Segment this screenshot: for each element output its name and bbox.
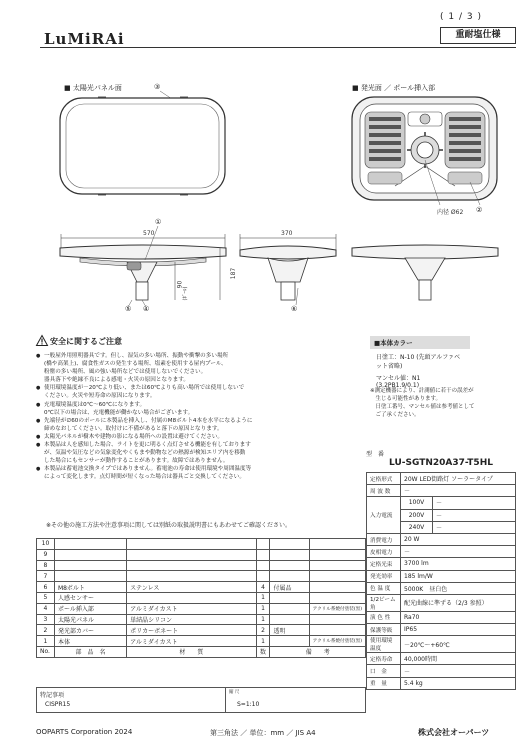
brand-logo: LuMiRAi	[44, 30, 125, 48]
spec-key: 演 色 性	[367, 611, 401, 623]
spec-value: 5.4 kg	[401, 677, 516, 689]
spec-key: 使用環境温度	[367, 636, 401, 653]
spec-value: 185 lm/W	[401, 570, 516, 582]
spec-row	[367, 485, 516, 497]
parts-rem: アクリル系焼付塗装(黒)	[309, 603, 365, 614]
spec-row	[367, 665, 516, 677]
parts-row	[37, 603, 366, 614]
spec-key: 入力電流	[367, 497, 401, 534]
parts-mat: ステンレス	[127, 582, 256, 593]
parts-rem	[309, 549, 365, 560]
spec-key: 口 金	[367, 665, 401, 677]
parts-n2	[270, 603, 309, 614]
spec-row	[367, 497, 516, 509]
color-note: ※测定機器により、計測値に若干の誤差が 生じる可能性があります。 日塗工番号、マンセル値は参考値として ご了承ください。	[370, 388, 475, 418]
spec-key: 発光効率	[367, 570, 401, 582]
solar-panel-caption: ■ 太陽光パネル面	[64, 84, 122, 92]
spec-row	[367, 582, 516, 594]
spec-key: 消費電力	[367, 533, 401, 545]
parts-no: 5	[37, 592, 55, 603]
footer-company-jp: 株式会社オーパーツ	[418, 728, 490, 737]
parts-name	[54, 539, 126, 550]
spec-row	[367, 624, 516, 636]
callout-4-label: ④	[143, 305, 150, 313]
col-no: No.	[37, 646, 55, 657]
spec-key: 皮相電力	[367, 546, 401, 558]
spec-row	[367, 677, 516, 689]
parts-n2	[270, 636, 309, 647]
col-material: 材 質	[127, 646, 256, 657]
safety-item: ● 充電環境温度は0℃～60℃になります。 0℃以下の場合は、充電機能が働かない場合がございます。	[36, 401, 366, 417]
parts-row	[37, 539, 366, 550]
parts-n2	[270, 571, 309, 582]
parts-mat	[127, 560, 256, 571]
safety-list	[36, 352, 366, 482]
parts-rem	[309, 625, 365, 636]
scale-label: 縮 尺	[229, 690, 240, 695]
spec-table	[366, 472, 516, 690]
scale-value: S=1:10	[237, 701, 260, 708]
dim-90-sub: (ﾎﾟｰﾙ)	[182, 286, 189, 301]
spec-badge: 重耐塩仕様	[440, 27, 516, 44]
parts-n2	[270, 592, 309, 603]
spec-voltage: 200V	[401, 509, 433, 521]
parts-name: M8ボルト	[54, 582, 126, 593]
page-number: ( 1 / 3 )	[440, 12, 482, 22]
callout-1-label: ①	[155, 218, 162, 226]
body-color-value: 日塗工：N-10 (先頭アルファベット省略)	[376, 354, 461, 370]
parts-no: 3	[37, 614, 55, 625]
parts-mat: アルミダイカスト	[127, 636, 256, 647]
parts-qty: 1	[256, 592, 270, 603]
parts-n2	[270, 560, 309, 571]
model-label: 型 番	[366, 451, 385, 458]
spec-value: 5000K 昼白色	[401, 582, 516, 594]
parts-row	[37, 614, 366, 625]
parts-rem	[309, 560, 365, 571]
spec-key: 重 量	[367, 677, 401, 689]
parts-mat	[127, 549, 256, 560]
parts-name: 本体	[54, 636, 126, 647]
parts-n2	[270, 549, 309, 560]
spec-key: 定格寿命	[367, 653, 401, 665]
spec-row	[367, 570, 516, 582]
parts-no: 10	[37, 539, 55, 550]
side-elevations	[0, 0, 530, 330]
parts-name: 太陽光パネル	[54, 614, 126, 625]
dim-90: 90	[176, 280, 184, 289]
spec-key: 定格形式	[367, 473, 401, 485]
dim-570: 570	[143, 230, 155, 237]
parts-name: 人感センサー	[54, 592, 126, 603]
parts-row	[37, 625, 366, 636]
spec-current: －	[433, 521, 516, 533]
parts-qty	[256, 539, 270, 550]
parts-qty	[256, 571, 270, 582]
parts-qty: 2	[256, 625, 270, 636]
callout-2-label: ②	[476, 206, 483, 214]
parts-row	[37, 560, 366, 571]
parts-no: 1	[37, 636, 55, 647]
footer-projection: 第三角法 ／ 単位：mm ／ JIS A4	[210, 729, 316, 737]
spec-value: 20 W	[401, 533, 516, 545]
spec-voltage: 100V	[401, 497, 433, 509]
spec-value: 配光曲線に準ずる（2/3 参照）	[401, 594, 516, 611]
parts-qty	[256, 560, 270, 571]
spec-current: －	[433, 509, 516, 521]
parts-rem	[309, 592, 365, 603]
parts-no: 6	[37, 582, 55, 593]
parts-mat	[127, 571, 256, 582]
parts-no: 2	[37, 625, 55, 636]
spec-value: 20W LED街路灯 ソーラータイプ	[401, 473, 516, 485]
spec-row	[367, 636, 516, 653]
spec-row	[367, 611, 516, 623]
safety-item: ● 使用環境温度が－20℃より低い、または60℃よりも高い場所では使用しないで ください。火災や短寿命の原因になります。	[36, 384, 366, 400]
spec-value: －	[401, 485, 516, 497]
parts-table	[36, 538, 366, 658]
parts-rem	[309, 614, 365, 625]
parts-row	[37, 549, 366, 560]
parts-n2: 透明	[270, 625, 309, 636]
spec-value: 40,000時間	[401, 653, 516, 665]
parts-n2: 付属品	[270, 582, 309, 593]
parts-qty: 1	[256, 614, 270, 625]
safety-item: ● 本製品は蓄電池交換タイプではありません。蓄電池の寿命は使用環境や周囲温度等 によって変化します。点灯時間が短くなった場合は器具ごと交換してください。	[36, 465, 366, 481]
parts-name	[54, 549, 126, 560]
parts-n2	[270, 614, 309, 625]
parts-no: 9	[37, 549, 55, 560]
parts-mat: 単結晶シリコン	[127, 614, 256, 625]
spec-row	[367, 546, 516, 558]
parts-name: ポール挿入部	[54, 603, 126, 614]
parts-no: 4	[37, 603, 55, 614]
parts-row	[37, 592, 366, 603]
other-notice: ※その他の施工方法や注意事項に関しては別紙の取扱説明書にもあわせてご確認ください。	[46, 522, 292, 529]
parts-row	[37, 636, 366, 647]
spec-row	[367, 533, 516, 545]
parts-no: 7	[37, 571, 55, 582]
parts-row	[37, 582, 366, 593]
spec-row	[367, 473, 516, 485]
warning-icon	[36, 335, 48, 346]
safety-item: ● 先端径が∅60のポールに本製品を挿入し、付属のM8ボルト4本を水平になるように 締めなおしてください。取付けに不備があると落下の原因となります。	[36, 417, 366, 433]
munsell-value: マンセル値：N1 (3.2PB1.9/0.1)	[376, 375, 421, 389]
light-side-caption: ■ 発光面 ／ ポール挿入部	[352, 84, 436, 92]
spec-key: 1/2ビーム角	[367, 594, 401, 611]
spec-row	[367, 653, 516, 665]
inner-diameter-label: 内径 Ø62	[437, 209, 464, 216]
col-name: 部 品 名	[54, 646, 126, 657]
parts-n2	[270, 539, 309, 550]
parts-name	[54, 560, 126, 571]
dim-370: 370	[281, 230, 293, 237]
spec-row	[367, 594, 516, 611]
parts-row	[37, 571, 366, 582]
safety-title: 安全に関するご注意	[50, 337, 122, 346]
notes-box	[36, 687, 366, 713]
parts-mat	[127, 539, 256, 550]
spec-row	[367, 558, 516, 570]
callout-3-label: ③	[154, 83, 161, 91]
col-qty: 数	[256, 646, 270, 657]
notes-label: 特記事項	[40, 692, 65, 699]
parts-name: 発光部カバー	[54, 625, 126, 636]
parts-rem: アクリル系焼付塗装(黒)	[309, 636, 365, 647]
parts-qty: 1	[256, 603, 270, 614]
parts-rem	[309, 571, 365, 582]
dim-187: 187	[230, 267, 238, 280]
parts-rem	[309, 582, 365, 593]
spec-value: 3700 lm	[401, 558, 516, 570]
parts-header-row	[37, 646, 366, 657]
spec-key: 周 波 数	[367, 485, 401, 497]
body-color-title: ■本体カラー	[370, 336, 470, 349]
model-number: LU-SGTN20A37-T5HL	[389, 458, 493, 468]
spec-value: IP65	[401, 624, 516, 636]
spec-key: 色 温 度	[367, 582, 401, 594]
safety-item: ● 一般屋外用照明器具です。但し、湿気の多い場所、振動や衝撃の多い場所 (橋や高架上)、腐食性ガスの発生する場所、塩素を使用する屋内プール、 粉塵の多い場所、風の強い場所などでは使用しないでください。 器具落下や絶縁不良による感電・火災の原因となります。	[36, 352, 366, 384]
notes-value: CISPR15	[45, 701, 71, 708]
callout-6-label: ⑥	[291, 305, 298, 313]
callout-5-label: ⑤	[125, 305, 132, 313]
parts-name	[54, 571, 126, 582]
body-color-box	[370, 336, 470, 389]
spec-voltage: 240V	[401, 521, 433, 533]
safety-item: ● 本製品は人を感知した場合、ライトを更に明るく点灯させる機能を有しております が、気温や気圧などの気象変化やくもまや動物などの熱源が検知エリア内を移動 した場合にもセンサーが動作することがあります。故障ではありません。	[36, 441, 366, 465]
safety-item: ● 太陽光パネルが樹木や建物の影になる場所への設置は避けてください。	[36, 433, 366, 441]
parts-no: 8	[37, 560, 55, 571]
spec-current: －	[433, 497, 516, 509]
parts-mat: ポリカーボネート	[127, 625, 256, 636]
spec-value: －	[401, 546, 516, 558]
parts-qty	[256, 549, 270, 560]
footer-company-en: OOPARTS Corporation 2024	[36, 728, 133, 736]
spec-key: 定格光束	[367, 558, 401, 570]
spec-value: －	[401, 665, 516, 677]
parts-mat: アルミダイカスト	[127, 603, 256, 614]
spec-value: －20℃～+60℃	[401, 636, 516, 653]
spec-key: 保護等級	[367, 624, 401, 636]
parts-rem	[309, 539, 365, 550]
col-remarks: 備 考	[270, 646, 366, 657]
parts-qty: 1	[256, 636, 270, 647]
parts-mat	[127, 592, 256, 603]
spec-value: Ra70	[401, 611, 516, 623]
parts-qty: 4	[256, 582, 270, 593]
